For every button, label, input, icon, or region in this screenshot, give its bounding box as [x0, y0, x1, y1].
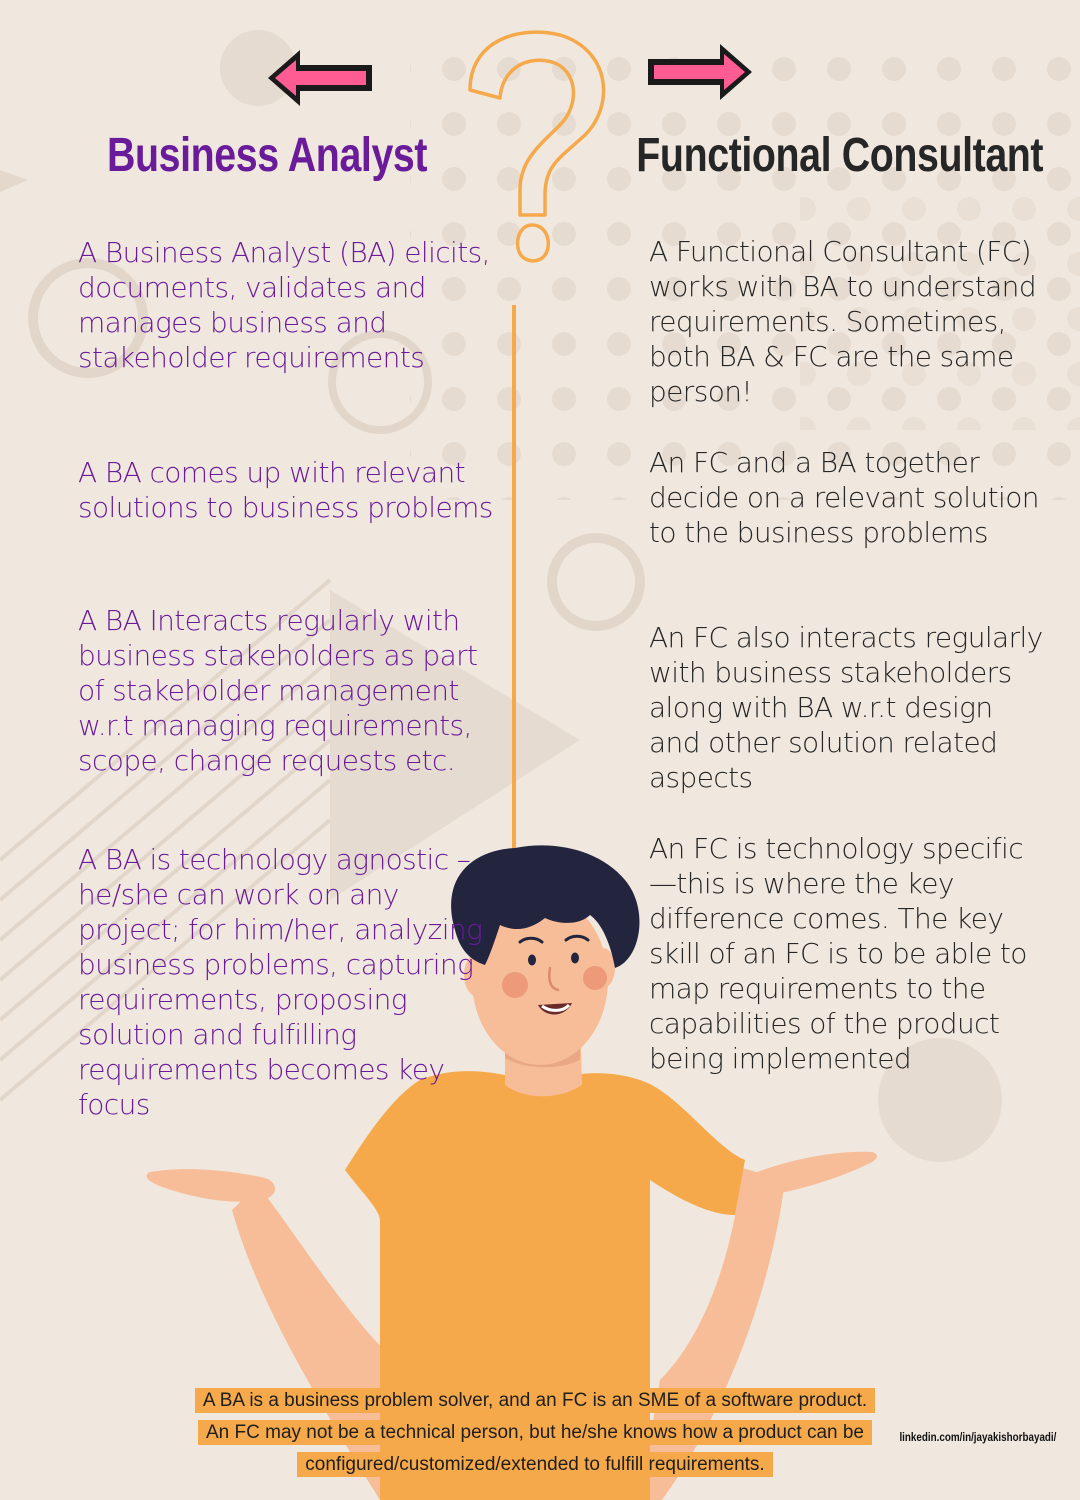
ba-point-3: A BA Interacts regularly with business stakeholders as part of stakeholder management w.r.t managing requirements, scope, change requests etc.: [78, 604, 478, 777]
fc-point-2: An FC and a BA together decide on a relevant solution to the business problems: [649, 446, 1039, 549]
business-analyst-heading: Business Analyst: [107, 129, 428, 182]
fc-point-1: A Functional Consultant (FC) works with BA to understand requirements. Sometimes, both BA & FC are the same person!: [649, 235, 1036, 408]
ba-point-4: A BA is technology agnostic – he/she can work on any project; for him/her, analyzing business problems, capturing requirements, proposing solution and fulfilling requirements becomes key focus: [78, 843, 483, 1121]
ba-point-2: A BA comes up with relevant solutions to business problems: [78, 456, 493, 524]
ba-point-1: A Business Analyst (BA) elicits, documents, validates and manages business and stakeholder requirements: [78, 236, 490, 374]
summary-line-1: A BA is a business problem solver, and an FC is an SME of a software product.: [195, 1388, 875, 1413]
summary-line-3: configured/customized/extended to fulfill requirements.: [297, 1452, 772, 1477]
functional-consultant-heading: Functional Consultant: [636, 129, 1043, 182]
bg-ring: [552, 538, 640, 626]
summary-box: [120, 1385, 950, 1481]
linkedin-credit: linkedin.com/in/jayakishorbayadi/: [899, 1430, 1056, 1444]
fc-point-4: An FC is technology specific—this is where the key difference comes. The key skill of an FC is to be able to map requirements to the capabilities of the product being implemented: [649, 832, 1027, 1075]
fc-point-3: An FC also interacts regularly with business stakeholders along with BA w.r.t design and other solution related aspects: [649, 621, 1043, 794]
summary-line-2: An FC may not be a technical person, but he/she knows how a product can be: [198, 1420, 872, 1445]
bg-triangle: [0, 170, 28, 192]
